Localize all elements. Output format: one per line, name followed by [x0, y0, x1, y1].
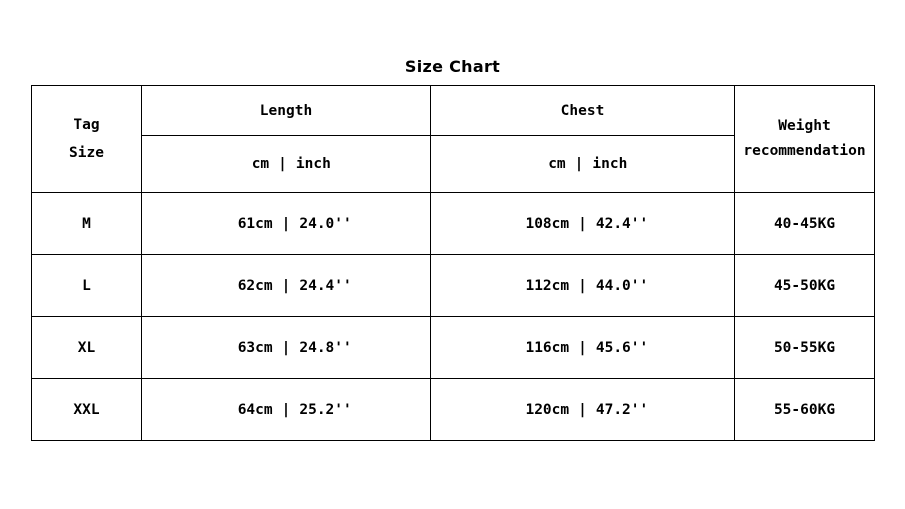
cell-length-separator: | — [281, 339, 291, 356]
cell-length — [142, 255, 431, 317]
header-weight-line2: recommendation — [743, 143, 866, 159]
cell-chest-separator: | — [578, 401, 587, 418]
cell-length-inch: 25.2'' — [299, 401, 352, 418]
cell-length — [142, 317, 431, 379]
cell-length-inch: 24.0'' — [299, 215, 352, 232]
header-chest-unit-cm: cm — [548, 156, 566, 172]
cell-length-cm: 64cm — [237, 401, 273, 418]
header-length: Length — [142, 86, 431, 136]
cell-weight: 45-50KG — [735, 255, 875, 317]
cell-chest — [431, 255, 735, 317]
cell-length-inch: 24.8'' — [299, 339, 352, 356]
header-weight-recommendation — [735, 86, 875, 193]
cell-chest-cm: 120cm — [525, 401, 570, 418]
header-chest-unit-inch: inch — [592, 156, 628, 172]
cell-chest-inch: 42.4'' — [595, 215, 649, 232]
cell-chest-separator: | — [578, 215, 587, 232]
size-chart-table-container — [31, 85, 874, 441]
cell-size: M — [32, 193, 142, 255]
header-chest-unit-separator: | — [574, 156, 584, 172]
cell-length — [142, 193, 431, 255]
header-chest: Chest — [431, 86, 735, 136]
cell-chest-separator: | — [578, 339, 587, 356]
cell-length-cm: 62cm — [237, 277, 273, 294]
page-title: Size Chart — [404, 57, 501, 76]
cell-chest-inch: 45.6'' — [595, 339, 649, 356]
header-length-unit-separator: | — [278, 156, 287, 172]
cell-chest — [431, 379, 735, 441]
cell-weight: 40-45KG — [735, 193, 875, 255]
cell-chest-cm: 112cm — [525, 277, 570, 294]
table-row — [32, 379, 875, 441]
table-row — [32, 317, 875, 379]
cell-length-inch: 24.4'' — [299, 277, 352, 294]
cell-length-cm: 61cm — [237, 215, 273, 232]
header-length-unit-cm: cm — [251, 156, 270, 172]
size-chart-table — [31, 85, 875, 441]
cell-chest — [431, 317, 735, 379]
cell-size: XL — [32, 317, 142, 379]
header-weight-line1: Weight — [778, 117, 831, 134]
table-row — [32, 255, 875, 317]
cell-chest — [431, 193, 735, 255]
header-tag-size — [32, 86, 142, 193]
cell-length-cm: 63cm — [237, 339, 273, 356]
cell-size: XXL — [32, 379, 142, 441]
cell-chest-inch: 44.0'' — [595, 277, 649, 294]
cell-length-separator: | — [281, 277, 291, 294]
table-header-row-1 — [32, 86, 875, 136]
cell-chest-separator: | — [578, 277, 587, 294]
cell-length — [142, 379, 431, 441]
cell-size: L — [32, 255, 142, 317]
cell-chest-inch: 47.2'' — [595, 401, 649, 418]
header-length-unit-inch: inch — [295, 156, 331, 172]
cell-weight: 55-60KG — [735, 379, 875, 441]
table-row — [32, 193, 875, 255]
cell-weight: 50-55KG — [735, 317, 875, 379]
cell-chest-cm: 108cm — [525, 215, 570, 232]
cell-length-separator: | — [281, 215, 291, 232]
cell-length-separator: | — [281, 401, 291, 418]
header-tag-size-line1: Tag — [73, 116, 100, 133]
header-length-units — [142, 136, 431, 193]
cell-chest-cm: 116cm — [525, 339, 570, 356]
header-chest-units — [431, 136, 735, 193]
header-tag-size-line2: Size — [69, 145, 104, 161]
